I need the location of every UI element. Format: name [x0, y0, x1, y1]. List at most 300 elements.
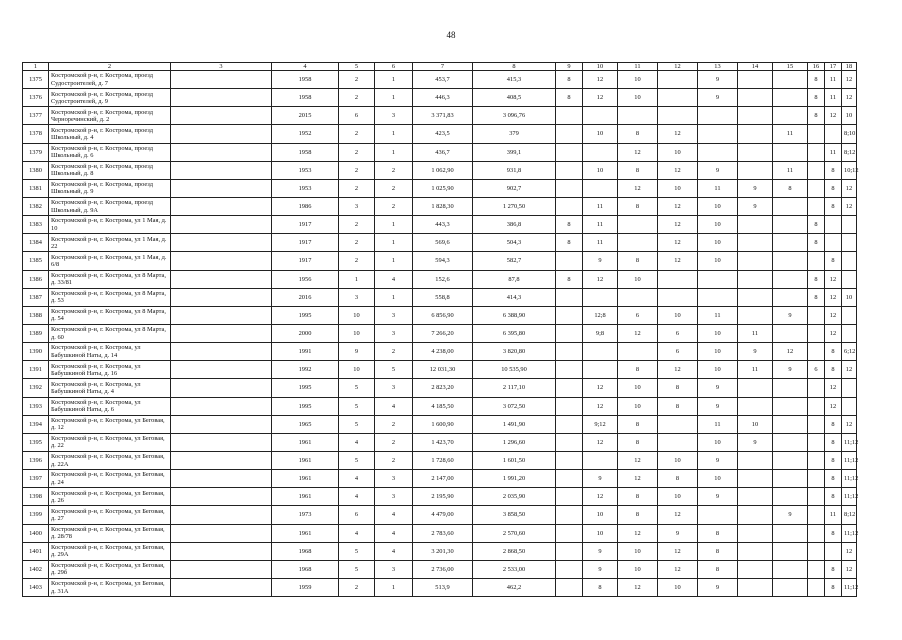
table-cell: 8	[556, 234, 583, 252]
table-cell: 12	[618, 143, 658, 161]
table-cell: 2	[339, 216, 375, 234]
table-cell: 152,6	[413, 270, 473, 288]
table-cell	[556, 343, 583, 361]
row-number-cell: 1395	[23, 433, 49, 451]
table-row	[23, 361, 857, 379]
table-cell: 8	[808, 270, 825, 288]
table-cell	[658, 433, 698, 451]
table-cell: 8	[825, 361, 842, 379]
table-cell: 6	[658, 324, 698, 342]
table-cell: 1961	[272, 451, 339, 469]
table-cell: 10	[698, 216, 738, 234]
table-cell: 10	[583, 125, 618, 143]
table-cell	[171, 488, 272, 506]
table-cell: 10	[698, 234, 738, 252]
table-cell: 6 856,90	[413, 306, 473, 324]
table-cell: 569,6	[413, 234, 473, 252]
table-cell: 10	[698, 361, 738, 379]
table-cell	[738, 270, 773, 288]
table-cell: 9	[339, 343, 375, 361]
table-cell	[738, 161, 773, 179]
table-cell: 4	[375, 524, 413, 542]
table-cell	[556, 107, 583, 125]
table-cell	[698, 125, 738, 143]
table-cell: 12	[583, 71, 618, 89]
table-cell	[556, 197, 583, 215]
table-cell: 8	[825, 161, 842, 179]
table-cell: 8	[825, 451, 842, 469]
table-cell: 11;12	[842, 470, 857, 488]
column-header: 17	[825, 63, 842, 71]
table-cell: 4	[375, 397, 413, 415]
table-cell	[808, 143, 825, 161]
table-cell: 5	[339, 415, 375, 433]
table-cell: 8	[825, 470, 842, 488]
table-cell: 1917	[272, 252, 339, 270]
table-cell: 1	[375, 578, 413, 596]
table-cell: 9	[738, 179, 773, 197]
table-cell: 2 570,60	[473, 524, 556, 542]
table-cell: 443,3	[413, 216, 473, 234]
table-cell: 10	[698, 470, 738, 488]
table-cell: 504,3	[473, 234, 556, 252]
table-cell: 2	[375, 415, 413, 433]
table-cell	[583, 343, 618, 361]
table-cell: 10;12	[842, 161, 857, 179]
table-cell: 3 201,30	[413, 542, 473, 560]
table-cell: 379	[473, 125, 556, 143]
table-cell	[698, 143, 738, 161]
table-row	[23, 71, 857, 89]
table-row	[23, 451, 857, 469]
address-cell: Костромской р-н, г. Кострома, ул Беговая, д. 12	[49, 415, 171, 433]
row-number-cell: 1382	[23, 197, 49, 215]
table-cell	[773, 542, 808, 560]
table-cell: 1959	[272, 578, 339, 596]
table-cell: 9	[583, 470, 618, 488]
table-cell	[171, 89, 272, 107]
table-cell	[808, 252, 825, 270]
table-cell: 11	[698, 306, 738, 324]
table-cell	[583, 451, 618, 469]
table-cell: 8	[658, 397, 698, 415]
table-cell: 1961	[272, 470, 339, 488]
table-cell: 2 117,10	[473, 379, 556, 397]
table-cell: 12	[583, 488, 618, 506]
table-header	[23, 63, 857, 71]
table-cell	[618, 107, 658, 125]
row-number-cell: 1399	[23, 506, 49, 524]
address-cell: Костромской р-н, г. Кострома, проезд Школьный, д. 4	[49, 125, 171, 143]
address-cell: Костромской р-н, г. Кострома, ул Беговая, д. 31А	[49, 578, 171, 596]
table-row	[23, 397, 857, 415]
table-cell	[556, 252, 583, 270]
table-row	[23, 179, 857, 197]
table-cell: 9	[698, 161, 738, 179]
table-cell: 12	[658, 252, 698, 270]
table-cell: 1	[375, 71, 413, 89]
table-row	[23, 379, 857, 397]
table-cell: 10	[618, 542, 658, 560]
table-cell	[171, 560, 272, 578]
table-cell: 399,1	[473, 143, 556, 161]
table-cell: 11	[773, 161, 808, 179]
table-cell	[171, 71, 272, 89]
address-cell: Костромской р-н, г. Кострома, ул Бабушкиной Наты, д. 6	[49, 397, 171, 415]
table-cell: 4	[339, 488, 375, 506]
table-row	[23, 161, 857, 179]
table-cell: 6;12	[842, 343, 857, 361]
table-cell: 10 535,90	[473, 361, 556, 379]
table-cell: 12	[658, 234, 698, 252]
table-cell: 2 736,00	[413, 560, 473, 578]
table-cell: 2	[339, 125, 375, 143]
table-cell	[658, 107, 698, 125]
table-cell: 9	[773, 306, 808, 324]
table-cell: 414,3	[473, 288, 556, 306]
table-cell	[808, 470, 825, 488]
table-cell: 1	[375, 89, 413, 107]
table-cell	[773, 234, 808, 252]
register-table	[22, 62, 857, 597]
table-cell: 9	[583, 252, 618, 270]
table-cell: 12	[842, 361, 857, 379]
address-cell: Костромской р-н, г. Кострома, ул 1 Мая, д. 10	[49, 216, 171, 234]
table-cell	[842, 306, 857, 324]
table-cell	[171, 343, 272, 361]
row-number-cell: 1389	[23, 324, 49, 342]
table-cell: 2 823,20	[413, 379, 473, 397]
table-cell: 3	[339, 288, 375, 306]
table-cell	[773, 270, 808, 288]
table-cell	[658, 89, 698, 107]
table-cell: 10	[658, 143, 698, 161]
table-cell	[808, 415, 825, 433]
table-cell: 1 600,90	[413, 415, 473, 433]
table-cell: 9	[773, 506, 808, 524]
table-cell: 12	[825, 397, 842, 415]
table-cell: 415,3	[473, 71, 556, 89]
table-cell	[583, 361, 618, 379]
row-number-cell: 1402	[23, 560, 49, 578]
table-cell: 11	[825, 71, 842, 89]
address-cell: Костромской р-н, г. Кострома, ул 1 Мая, д. 6/8	[49, 252, 171, 270]
table-cell: 8	[825, 524, 842, 542]
table-row	[23, 125, 857, 143]
row-number-cell: 1397	[23, 470, 49, 488]
table-row	[23, 506, 857, 524]
table-cell: 1917	[272, 216, 339, 234]
column-header: 4	[272, 63, 339, 71]
table-cell: 6	[808, 361, 825, 379]
table-cell: 1958	[272, 143, 339, 161]
row-number-cell: 1386	[23, 270, 49, 288]
table-cell: 2 147,00	[413, 470, 473, 488]
table-cell: 11	[738, 324, 773, 342]
row-number-cell: 1393	[23, 397, 49, 415]
table-cell: 9	[698, 89, 738, 107]
column-header: 10	[583, 63, 618, 71]
table-cell	[738, 252, 773, 270]
address-cell: Костромской р-н, г. Кострома, проезд Школьный, д. 8	[49, 161, 171, 179]
table-cell: 12	[825, 379, 842, 397]
table-cell	[171, 524, 272, 542]
table-cell: 11	[583, 234, 618, 252]
table-cell	[808, 397, 825, 415]
table-cell: 513,9	[413, 578, 473, 596]
table-cell: 8	[825, 197, 842, 215]
table-cell: 1 423,70	[413, 433, 473, 451]
table-cell	[556, 161, 583, 179]
table-cell	[842, 324, 857, 342]
table-cell: 12	[583, 379, 618, 397]
table-cell: 1961	[272, 488, 339, 506]
table-cell: 5	[339, 379, 375, 397]
table-cell: 10	[339, 324, 375, 342]
table-cell	[658, 288, 698, 306]
table-cell: 4	[339, 433, 375, 451]
table-cell	[556, 324, 583, 342]
table-row	[23, 488, 857, 506]
table-cell	[808, 488, 825, 506]
table-cell	[773, 216, 808, 234]
table-cell: 4	[375, 270, 413, 288]
column-header: 5	[339, 63, 375, 71]
table-cell: 2	[375, 343, 413, 361]
table-cell	[773, 433, 808, 451]
table-cell	[738, 306, 773, 324]
table-cell: 1	[375, 125, 413, 143]
table-cell: 2	[339, 252, 375, 270]
table-cell: 558,8	[413, 288, 473, 306]
table-cell: 3 371,83	[413, 107, 473, 125]
row-number-cell: 1400	[23, 524, 49, 542]
table-cell: 12	[618, 451, 658, 469]
table-cell: 446,3	[413, 89, 473, 107]
table-cell: 8	[808, 89, 825, 107]
table-cell	[808, 306, 825, 324]
table-cell	[556, 524, 583, 542]
row-number-cell: 1396	[23, 451, 49, 469]
table-cell: 1968	[272, 542, 339, 560]
table-cell: 6	[618, 306, 658, 324]
column-header: 3	[171, 63, 272, 71]
table-cell: 8	[618, 433, 658, 451]
table-cell	[658, 415, 698, 433]
table-cell: 5	[375, 361, 413, 379]
table-cell: 6 395,80	[473, 324, 556, 342]
table-cell: 1 991,20	[473, 470, 556, 488]
table-cell: 1995	[272, 379, 339, 397]
column-header: 18	[842, 63, 857, 71]
table-cell: 12	[658, 216, 698, 234]
table-cell: 9	[698, 397, 738, 415]
table-cell: 1992	[272, 361, 339, 379]
table-row	[23, 542, 857, 560]
table-cell: 10	[658, 306, 698, 324]
table-cell	[171, 470, 272, 488]
table-cell: 10	[698, 252, 738, 270]
table-cell	[556, 560, 583, 578]
table-cell	[808, 506, 825, 524]
address-cell: Костромской р-н, г. Кострома, проезд Судостроителей, д. 7	[49, 71, 171, 89]
table-cell	[738, 488, 773, 506]
table-cell	[773, 89, 808, 107]
table-cell	[738, 288, 773, 306]
table-cell: 10	[618, 71, 658, 89]
table-cell: 8;10	[842, 125, 857, 143]
table-cell: 2016	[272, 288, 339, 306]
table-cell: 8	[618, 252, 658, 270]
table-cell: 12	[842, 89, 857, 107]
table-cell: 10	[618, 379, 658, 397]
table-cell	[773, 451, 808, 469]
table-cell	[773, 288, 808, 306]
table-cell: 8	[698, 524, 738, 542]
table-cell: 10	[842, 288, 857, 306]
table-cell	[171, 161, 272, 179]
table-cell: 1961	[272, 433, 339, 451]
row-number-cell: 1401	[23, 542, 49, 560]
address-cell: Костромской р-н, г. Кострома, ул Беговая, д. 29б	[49, 560, 171, 578]
table-cell	[808, 197, 825, 215]
table-row	[23, 524, 857, 542]
table-cell: 582,7	[473, 252, 556, 270]
table-cell: 9	[698, 488, 738, 506]
table-row	[23, 343, 857, 361]
table-cell: 9	[738, 197, 773, 215]
table-cell: 594,3	[413, 252, 473, 270]
table-cell: 1	[375, 216, 413, 234]
table-cell: 10	[583, 524, 618, 542]
table-cell	[842, 270, 857, 288]
row-number-cell: 1394	[23, 415, 49, 433]
table-cell: 12	[825, 324, 842, 342]
table-cell	[171, 324, 272, 342]
table-cell: 5	[339, 542, 375, 560]
table-cell: 11	[825, 89, 842, 107]
table-cell: 1973	[272, 506, 339, 524]
table-cell	[738, 71, 773, 89]
table-cell: 10	[658, 578, 698, 596]
table-cell	[171, 179, 272, 197]
table-cell: 1 025,90	[413, 179, 473, 197]
row-number-cell: 1377	[23, 107, 49, 125]
table-cell: 10	[583, 506, 618, 524]
table-cell	[825, 125, 842, 143]
table-cell	[583, 288, 618, 306]
table-cell: 9;12	[583, 415, 618, 433]
table-cell: 2 035,90	[473, 488, 556, 506]
table-cell: 1 728,60	[413, 451, 473, 469]
table-cell	[738, 560, 773, 578]
table-cell	[773, 560, 808, 578]
table-cell: 8	[583, 578, 618, 596]
table-row	[23, 216, 857, 234]
table-row	[23, 197, 857, 215]
table-cell: 1 062,90	[413, 161, 473, 179]
table-cell	[556, 179, 583, 197]
table-cell: 8	[808, 107, 825, 125]
table-cell	[171, 379, 272, 397]
table-cell	[698, 288, 738, 306]
table-cell	[738, 470, 773, 488]
table-cell: 3	[375, 107, 413, 125]
address-cell: Костромской р-н, г. Кострома, проезд Школьный, д. 9	[49, 179, 171, 197]
table-cell	[171, 270, 272, 288]
table-cell	[171, 415, 272, 433]
table-cell	[556, 488, 583, 506]
table-cell: 386,8	[473, 216, 556, 234]
table-cell: 8	[808, 216, 825, 234]
table-cell	[808, 524, 825, 542]
table-cell	[738, 89, 773, 107]
table-cell: 3	[375, 324, 413, 342]
table-cell: 1	[375, 252, 413, 270]
table-cell	[773, 107, 808, 125]
table-cell	[583, 143, 618, 161]
table-cell: 4	[339, 524, 375, 542]
table-cell	[698, 107, 738, 125]
table-cell: 10	[698, 324, 738, 342]
row-number-cell: 1388	[23, 306, 49, 324]
table-cell	[556, 578, 583, 596]
table-cell: 10	[618, 397, 658, 415]
table-cell	[738, 397, 773, 415]
table-cell	[738, 379, 773, 397]
table-cell: 9	[583, 542, 618, 560]
address-cell: Костромской р-н, г. Кострома, ул Бабушкиной Наты, д. 16	[49, 361, 171, 379]
table-row	[23, 470, 857, 488]
table-cell: 12	[618, 578, 658, 596]
table-cell: 5	[339, 560, 375, 578]
column-header: 14	[738, 63, 773, 71]
row-number-cell: 1378	[23, 125, 49, 143]
row-number-cell: 1379	[23, 143, 49, 161]
table-cell	[171, 397, 272, 415]
table-cell	[738, 143, 773, 161]
table-cell: 8	[808, 288, 825, 306]
column-header: 11	[618, 63, 658, 71]
row-number-cell: 1383	[23, 216, 49, 234]
table-cell: 6 388,90	[473, 306, 556, 324]
table-cell: 5	[339, 451, 375, 469]
table-cell: 4	[375, 506, 413, 524]
table-row	[23, 306, 857, 324]
table-cell: 2	[375, 179, 413, 197]
table-cell: 3	[375, 488, 413, 506]
table-cell	[556, 415, 583, 433]
table-cell: 1	[375, 143, 413, 161]
table-cell: 8	[618, 361, 658, 379]
table-cell: 12	[618, 524, 658, 542]
table-cell: 3 096,76	[473, 107, 556, 125]
table-cell: 10	[842, 107, 857, 125]
table-cell: 12 031,30	[413, 361, 473, 379]
table-cell: 12	[842, 179, 857, 197]
table-cell: 12	[583, 433, 618, 451]
table-cell: 12	[583, 89, 618, 107]
address-cell: Костромской р-н, г. Кострома, ул 8 Марта, д. 53	[49, 288, 171, 306]
table-row	[23, 415, 857, 433]
table-cell: 10	[658, 179, 698, 197]
table-cell	[825, 542, 842, 560]
table-cell: 8	[698, 560, 738, 578]
table-cell: 8	[618, 506, 658, 524]
table-cell: 12	[842, 560, 857, 578]
table-cell	[808, 451, 825, 469]
table-cell: 7 266,20	[413, 324, 473, 342]
